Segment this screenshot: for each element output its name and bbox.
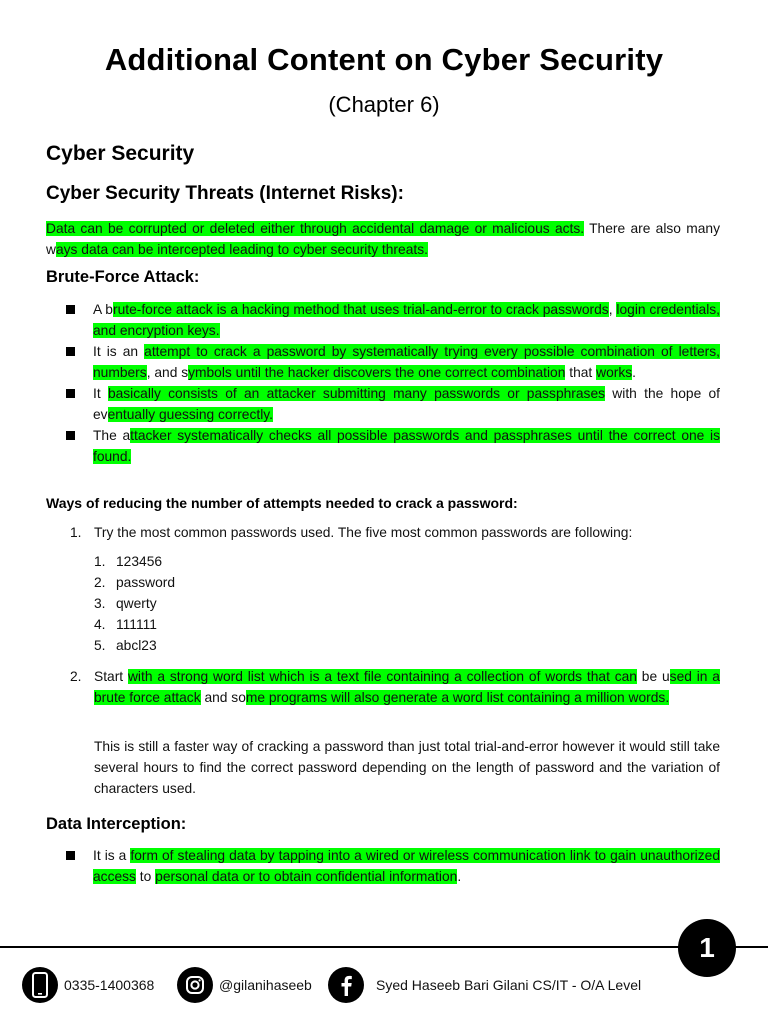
list-item: It basically consists of an attacker submitting many passwords or passphrases with the hope of eventually guessing correctly. xyxy=(46,383,720,425)
threats-heading: Cyber Security Threats (Internet Risks): xyxy=(46,183,404,204)
list-item: A brute-force attack is a hacking method that uses trial-and-error to crack passwords, login credentials, and encryption keys. xyxy=(46,299,720,341)
instagram-handle: @gilanihaseeb xyxy=(219,977,312,993)
threats-paragraph: Data can be corrupted or deleted either through accidental damage or malicious acts. There are also many ways data can be intercepted leading to cyber security threats. xyxy=(46,221,720,257)
list-item: It is a form of stealing data by tapping into a wired or wireless communication link to gain unauthorized access to personal data or to obtain confidential information. xyxy=(46,845,720,887)
phone-number: 0335-1400368 xyxy=(64,977,155,993)
phone-icon xyxy=(22,967,58,1003)
list-item: It is an attempt to crack a password by systematically trying every possible combination of letters, numbers, and symbols until the hacker discovers the one correct combination that works. xyxy=(46,341,720,383)
footer-phone xyxy=(22,967,154,1003)
brute-force-list xyxy=(46,299,720,467)
bullet-square-icon xyxy=(66,431,75,440)
bullet-square-icon xyxy=(66,851,75,860)
page-subtitle: (Chapter 6) xyxy=(328,92,440,117)
interception-list xyxy=(46,845,720,887)
instagram-icon xyxy=(177,967,213,1003)
facebook-icon xyxy=(328,967,364,1003)
bullet-square-icon xyxy=(66,347,75,356)
footer-facebook xyxy=(328,967,641,1003)
list-item: The attacker systematically checks all possible passwords and passphrases until the correct one is found. xyxy=(46,425,720,467)
common-passwords-list xyxy=(94,551,175,656)
highlight: Data can be corrupted or deleted either through accidental damage or malicious acts. xyxy=(46,221,585,236)
step-1: 1. Try the most common passwords used. The five most common passwords are following: xyxy=(70,525,633,540)
list-item: 2. password xyxy=(94,575,176,590)
list-item: 4. 111111 xyxy=(94,617,157,632)
section-heading: Cyber Security xyxy=(46,142,195,165)
ways-heading: Ways of reducing the number of attempts needed to crack a password: xyxy=(46,495,518,511)
bullet-square-icon xyxy=(66,305,75,314)
page-title: Additional Content on Cyber Security xyxy=(104,42,664,77)
list-item: 1. 123456 xyxy=(94,554,163,569)
list-item: 5. abcl23 xyxy=(94,638,157,653)
brute-force-heading: Brute-Force Attack: xyxy=(46,268,200,286)
footer-divider xyxy=(0,946,768,948)
step-2-note: This is still a faster way of cracking a password than just total trial-and-error however it would still take several hours to find the correct password depending on the length of password and the variation of characters used. xyxy=(94,739,720,796)
page-number-badge: 1 xyxy=(678,919,736,977)
bullet-square-icon xyxy=(66,389,75,398)
step-2: 2. Start with a strong word list which is a text file containing a collection of words that can be used in a brute force attack and some programs will also generate a word list containing a million words. xyxy=(70,669,720,705)
data-interception-heading: Data Interception: xyxy=(46,815,187,833)
highlight: ays data can be intercepted leading to cyber security threats. xyxy=(55,242,428,257)
footer-instagram xyxy=(177,967,312,1003)
author-credit: Syed Haseeb Bari Gilani CS/IT - O/A Level xyxy=(376,977,642,993)
list-item: 3. qwerty xyxy=(94,596,157,611)
